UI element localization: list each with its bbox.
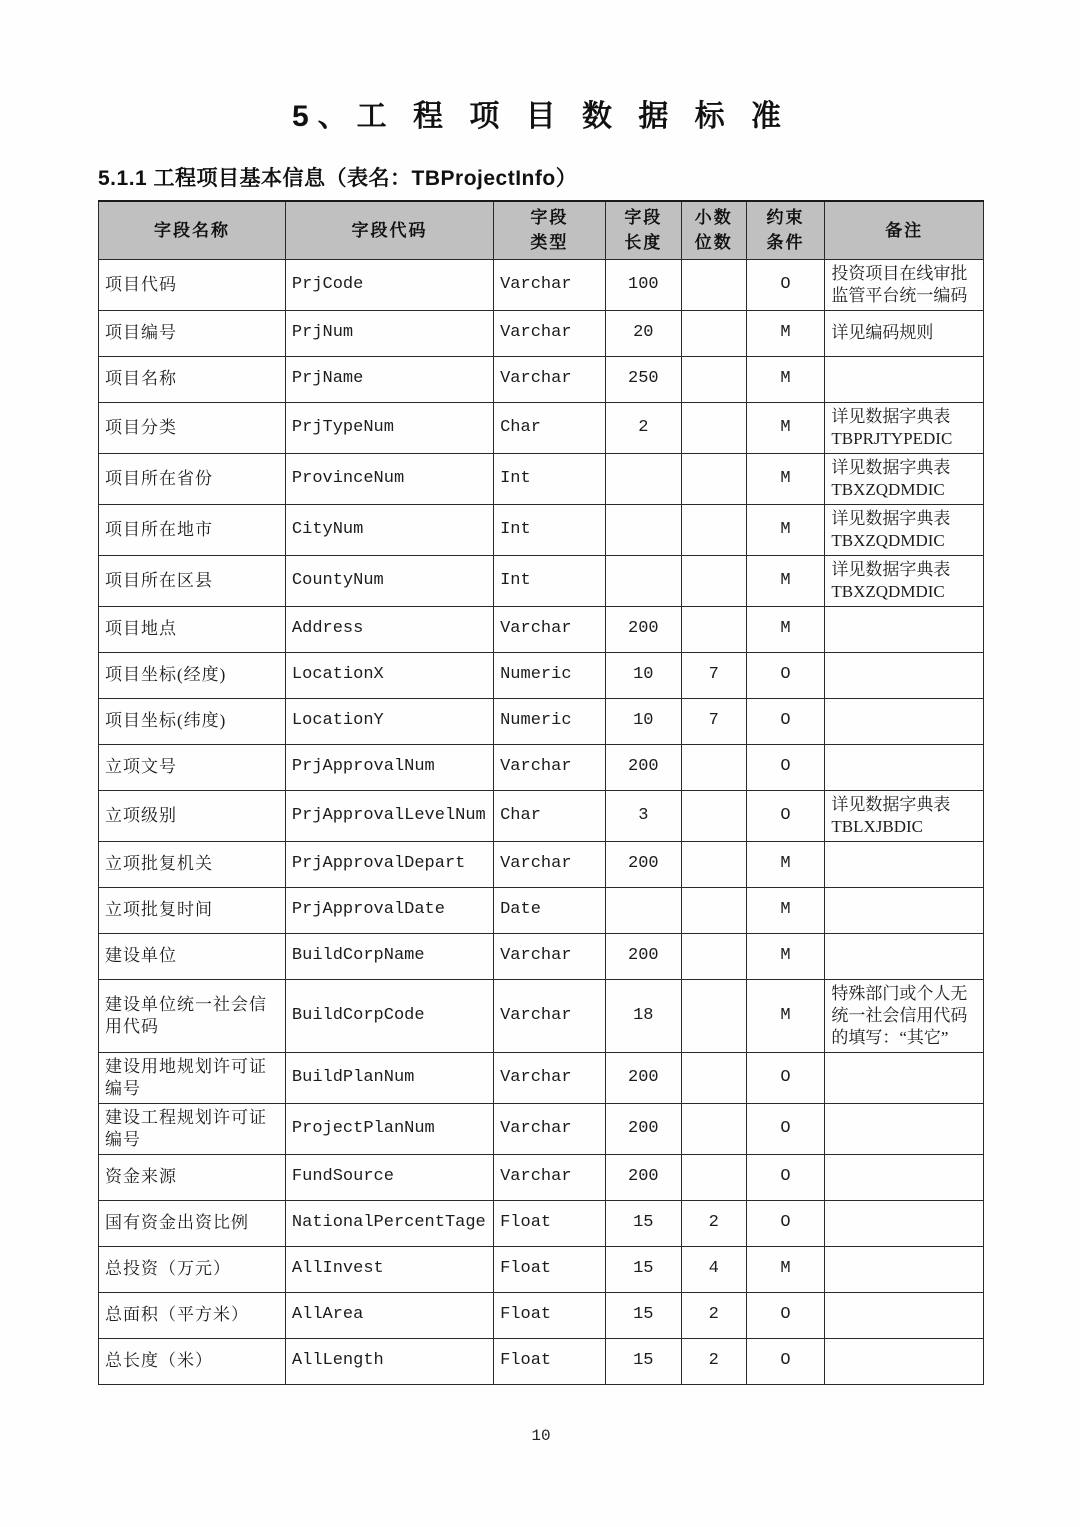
table-row: [99, 356, 984, 402]
cell-type: Int: [494, 453, 606, 504]
cell-type: Int: [494, 555, 606, 606]
cell-type: Float: [494, 1338, 606, 1384]
table-row: [99, 841, 984, 887]
cell-length: 200: [605, 841, 681, 887]
cell-type: Varchar: [494, 979, 606, 1052]
table-row: [99, 1200, 984, 1246]
cell-constraint: O: [746, 1200, 825, 1246]
table-body: [99, 259, 984, 1384]
cell-constraint: M: [746, 1246, 825, 1292]
cell-type: Numeric: [494, 652, 606, 698]
cell-code: AllLength: [285, 1338, 493, 1384]
column-header: 备注: [825, 201, 984, 259]
cell-length: 15: [605, 1246, 681, 1292]
cell-decimals: [681, 933, 746, 979]
cell-type: Float: [494, 1246, 606, 1292]
cell-name: 建设工程规划许可证编号: [99, 1103, 286, 1154]
cell-type: Char: [494, 402, 606, 453]
section-heading: 5.1.1 工程项目基本信息（表名：TBProjectInfo）: [98, 167, 578, 190]
cell-decimals: [681, 979, 746, 1052]
column-header: 约束 条件: [746, 201, 825, 259]
cell-decimals: [681, 1103, 746, 1154]
table-row: [99, 555, 984, 606]
cell-constraint: M: [746, 356, 825, 402]
cell-code: PrjCode: [285, 259, 493, 310]
cell-decimals: [681, 1052, 746, 1103]
cell-constraint: O: [746, 790, 825, 841]
cell-constraint: O: [746, 1338, 825, 1384]
cell-length: 10: [605, 652, 681, 698]
cell-type: Varchar: [494, 744, 606, 790]
cell-code: PrjNum: [285, 310, 493, 356]
cell-type: Varchar: [494, 356, 606, 402]
table-header: [99, 201, 984, 259]
cell-length: 3: [605, 790, 681, 841]
cell-name: 总投资（万元）: [99, 1246, 286, 1292]
cell-remark: [825, 933, 984, 979]
cell-constraint: M: [746, 841, 825, 887]
cell-constraint: M: [746, 606, 825, 652]
cell-name: 项目编号: [99, 310, 286, 356]
cell-constraint: M: [746, 402, 825, 453]
table-row: [99, 1292, 984, 1338]
cell-constraint: O: [746, 259, 825, 310]
cell-decimals: [681, 606, 746, 652]
cell-remark: [825, 1154, 984, 1200]
table-row: [99, 979, 984, 1052]
cell-type: Float: [494, 1292, 606, 1338]
cell-name: 项目所在区县: [99, 555, 286, 606]
cell-length: 200: [605, 1103, 681, 1154]
cell-code: PrjApprovalDate: [285, 887, 493, 933]
cell-remark: [825, 652, 984, 698]
cell-name: 项目名称: [99, 356, 286, 402]
cell-name: 建设用地规划许可证编号: [99, 1052, 286, 1103]
cell-code: CountyNum: [285, 555, 493, 606]
table-row: [99, 1154, 984, 1200]
cell-constraint: M: [746, 887, 825, 933]
cell-code: PrjTypeNum: [285, 402, 493, 453]
column-header: 字段名称: [99, 201, 286, 259]
cell-length: [605, 504, 681, 555]
cell-name: 立项级别: [99, 790, 286, 841]
table-row: [99, 453, 984, 504]
cell-length: 200: [605, 1154, 681, 1200]
page-number: 10: [531, 1426, 551, 1445]
cell-code: LocationY: [285, 698, 493, 744]
cell-length: [605, 555, 681, 606]
cell-remark: [825, 356, 984, 402]
cell-length: 200: [605, 744, 681, 790]
cell-decimals: [681, 259, 746, 310]
cell-type: Date: [494, 887, 606, 933]
cell-code: CityNum: [285, 504, 493, 555]
cell-constraint: O: [746, 652, 825, 698]
cell-type: Float: [494, 1200, 606, 1246]
cell-constraint: O: [746, 1103, 825, 1154]
cell-code: LocationX: [285, 652, 493, 698]
cell-remark: 投资项目在线审批监管平台统一编码: [825, 259, 984, 310]
column-header: 小数 位数: [681, 201, 746, 259]
table-row: [99, 744, 984, 790]
table-row: [99, 606, 984, 652]
cell-constraint: O: [746, 1052, 825, 1103]
cell-name: 总面积（平方米）: [99, 1292, 286, 1338]
cell-type: Numeric: [494, 698, 606, 744]
cell-remark: 详见数据字典表 TBXZQDMDIC: [825, 453, 984, 504]
cell-code: PrjApprovalLevelNum: [285, 790, 493, 841]
cell-decimals: 7: [681, 652, 746, 698]
cell-name: 项目地点: [99, 606, 286, 652]
cell-constraint: M: [746, 933, 825, 979]
cell-remark: [825, 1246, 984, 1292]
cell-name: 项目坐标(纬度): [99, 698, 286, 744]
cell-decimals: 2: [681, 1292, 746, 1338]
cell-decimals: [681, 402, 746, 453]
table-row: [99, 652, 984, 698]
cell-length: 15: [605, 1338, 681, 1384]
cell-type: Varchar: [494, 310, 606, 356]
cell-decimals: [681, 1154, 746, 1200]
cell-remark: 详见数据字典表 TBLXJBDIC: [825, 790, 984, 841]
cell-type: Int: [494, 504, 606, 555]
cell-decimals: [681, 356, 746, 402]
cell-name: 资金来源: [99, 1154, 286, 1200]
cell-code: AllInvest: [285, 1246, 493, 1292]
cell-constraint: M: [746, 453, 825, 504]
table-row: [99, 790, 984, 841]
cell-code: BuildCorpName: [285, 933, 493, 979]
cell-remark: [825, 606, 984, 652]
cell-name: 立项批复机关: [99, 841, 286, 887]
cell-length: 200: [605, 1052, 681, 1103]
cell-remark: [825, 1103, 984, 1154]
cell-remark: 详见数据字典表 TBXZQDMDIC: [825, 555, 984, 606]
cell-code: AllArea: [285, 1292, 493, 1338]
cell-name: 建设单位统一社会信用代码: [99, 979, 286, 1052]
page-title: 5、工 程 项 目 数 据 标 准: [291, 100, 791, 133]
cell-remark: 详见数据字典表 TBPRJTYPEDIC: [825, 402, 984, 453]
cell-name: 立项文号: [99, 744, 286, 790]
cell-length: 100: [605, 259, 681, 310]
cell-constraint: M: [746, 555, 825, 606]
cell-length: 250: [605, 356, 681, 402]
cell-decimals: [681, 504, 746, 555]
cell-length: 15: [605, 1292, 681, 1338]
cell-length: 20: [605, 310, 681, 356]
table-row: [99, 402, 984, 453]
table-row: [99, 933, 984, 979]
cell-name: 建设单位: [99, 933, 286, 979]
cell-remark: 详见编码规则: [825, 310, 984, 356]
table-row: [99, 504, 984, 555]
cell-name: 国有资金出资比例: [99, 1200, 286, 1246]
cell-decimals: [681, 310, 746, 356]
cell-decimals: [681, 555, 746, 606]
table-row: [99, 1338, 984, 1384]
cell-code: NationalPercentTage: [285, 1200, 493, 1246]
table-row: [99, 887, 984, 933]
cell-decimals: [681, 790, 746, 841]
cell-remark: [825, 1292, 984, 1338]
cell-decimals: [681, 744, 746, 790]
cell-code: PrjName: [285, 356, 493, 402]
cell-constraint: O: [746, 1292, 825, 1338]
cell-length: 18: [605, 979, 681, 1052]
cell-type: Varchar: [494, 259, 606, 310]
cell-code: ProjectPlanNum: [285, 1103, 493, 1154]
cell-type: Varchar: [494, 1052, 606, 1103]
cell-remark: [825, 1338, 984, 1384]
table-row: [99, 1246, 984, 1292]
cell-remark: [825, 1200, 984, 1246]
cell-remark: 特殊部门或个人无统一社会信用代码的填写：“其它”: [825, 979, 984, 1052]
cell-name: 项目所在地市: [99, 504, 286, 555]
cell-constraint: M: [746, 310, 825, 356]
cell-code: BuildCorpCode: [285, 979, 493, 1052]
cell-remark: 详见数据字典表 TBXZQDMDIC: [825, 504, 984, 555]
cell-constraint: M: [746, 979, 825, 1052]
cell-type: Varchar: [494, 1103, 606, 1154]
cell-decimals: [681, 887, 746, 933]
cell-code: Address: [285, 606, 493, 652]
cell-length: [605, 887, 681, 933]
cell-code: PrjApprovalNum: [285, 744, 493, 790]
cell-length: 2: [605, 402, 681, 453]
column-header: 字段代码: [285, 201, 493, 259]
cell-constraint: M: [746, 504, 825, 555]
column-header: 字段 长度: [605, 201, 681, 259]
cell-name: 项目坐标(经度): [99, 652, 286, 698]
cell-type: Varchar: [494, 933, 606, 979]
cell-type: Varchar: [494, 841, 606, 887]
cell-length: 200: [605, 933, 681, 979]
cell-decimals: 4: [681, 1246, 746, 1292]
table-row: [99, 259, 984, 310]
cell-constraint: O: [746, 744, 825, 790]
column-header: 字段 类型: [494, 201, 606, 259]
cell-remark: [825, 1052, 984, 1103]
cell-type: Char: [494, 790, 606, 841]
cell-decimals: 7: [681, 698, 746, 744]
cell-remark: [825, 698, 984, 744]
cell-name: 项目分类: [99, 402, 286, 453]
cell-decimals: 2: [681, 1338, 746, 1384]
cell-remark: [825, 744, 984, 790]
cell-name: 项目代码: [99, 259, 286, 310]
cell-constraint: O: [746, 1154, 825, 1200]
cell-length: [605, 453, 681, 504]
cell-code: PrjApprovalDepart: [285, 841, 493, 887]
cell-type: Varchar: [494, 606, 606, 652]
cell-remark: [825, 841, 984, 887]
cell-name: 总长度（米）: [99, 1338, 286, 1384]
cell-remark: [825, 887, 984, 933]
cell-name: 立项批复时间: [99, 887, 286, 933]
cell-decimals: [681, 453, 746, 504]
cell-code: FundSource: [285, 1154, 493, 1200]
cell-name: 项目所在省份: [99, 453, 286, 504]
table-row: [99, 698, 984, 744]
cell-code: BuildPlanNum: [285, 1052, 493, 1103]
table-row: [99, 310, 984, 356]
table-row: [99, 1052, 984, 1103]
cell-length: 15: [605, 1200, 681, 1246]
header-row: [99, 201, 984, 259]
cell-length: 200: [605, 606, 681, 652]
cell-constraint: O: [746, 698, 825, 744]
cell-decimals: [681, 841, 746, 887]
cell-type: Varchar: [494, 1154, 606, 1200]
field-table: [98, 200, 984, 1385]
cell-decimals: 2: [681, 1200, 746, 1246]
cell-length: 10: [605, 698, 681, 744]
table-row: [99, 1103, 984, 1154]
cell-code: ProvinceNum: [285, 453, 493, 504]
